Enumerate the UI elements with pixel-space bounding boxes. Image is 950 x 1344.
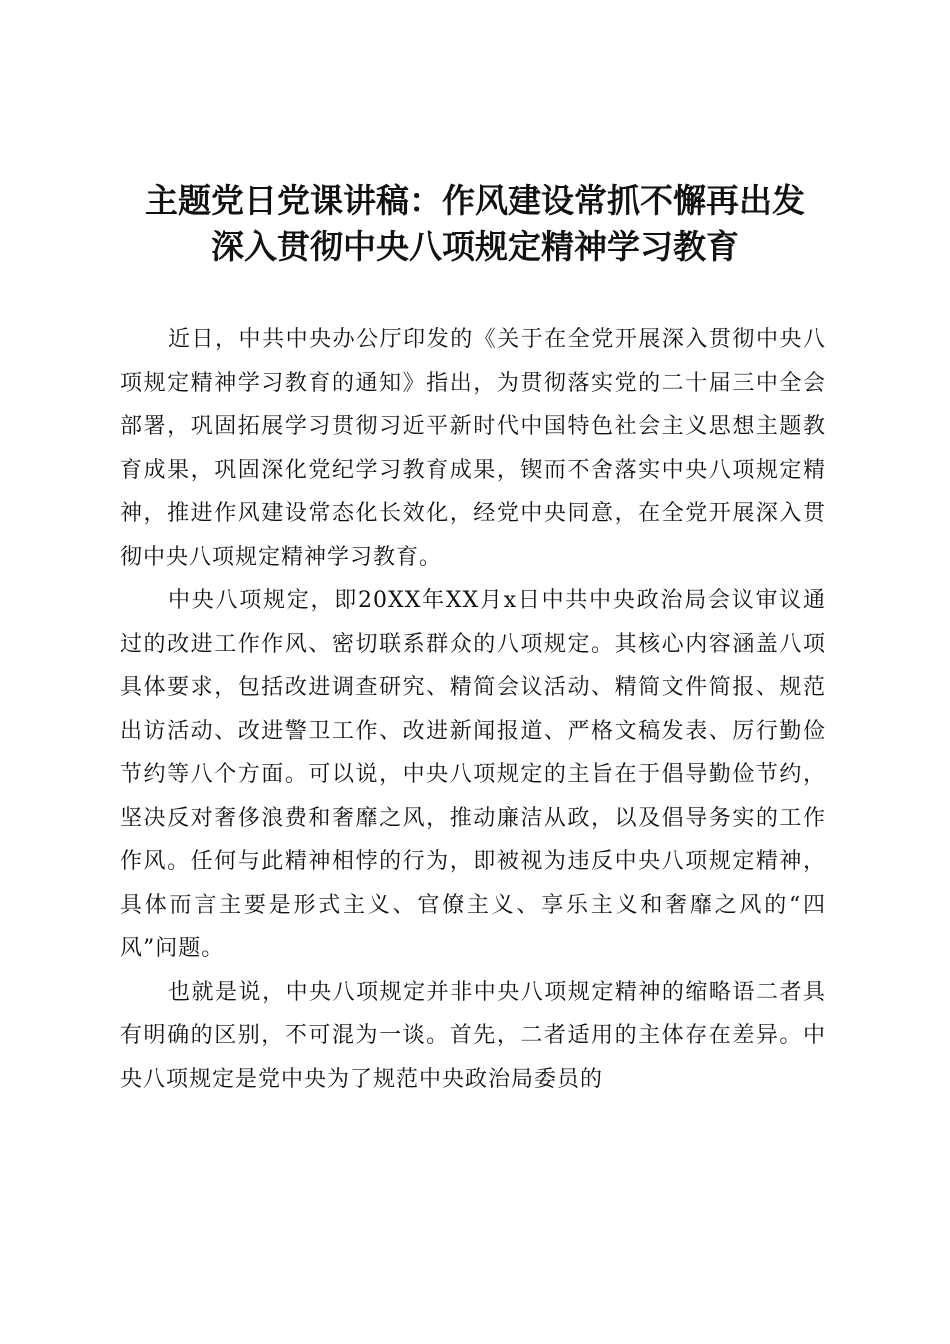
document-title <box>110 178 840 270</box>
paragraph-3: 也就是说，中央八项规定并非中央八项规定精神的缩略语二者具有明确的区别，不可混为一谈。首先，二者适用的主体存在差异。中央八项规定是党中央为了规范中央政治局委员的 <box>120 979 826 1092</box>
title-line-1: 主题党日党课讲稿：作风建设常抓不懈再出发 <box>145 181 805 220</box>
title-line-2: 深入贯彻中央八项规定精神学习教育 <box>211 227 739 266</box>
paragraph-1: 近日，中共中央办公厅印发的《关于在全党开展深入贯彻中央八项规定精神学习教育的通知》指出，为贯彻落实党的二十届三中全会部署，巩固拓展学习贯彻习近平新时代中国特色社会主义思想主题教育成果，巩固深化党纪学习教育成果，锲而不舍落实中央八项规定精神，推进作风建设常态化长效化，经党中央同意，在全党开展深入贯彻中央八项规定精神学习教育。 <box>120 327 826 570</box>
paragraph-2: 中央八项规定，即20XX年XX月x日中共中央政治局会议审议通过的改进工作作风、密切联系群众的八项规定。其核心内容涵盖八项具体要求，包括改进调查研究、精简会议活动、精简文件简报、规范出访活动、改进警卫工作、改进新闻报道、严格文稿发表、厉行勤俭节约等八个方面。可以说，中央八项规定的主旨在于倡导勤俭节约，坚决反对奢侈浪费和奢靡之风，推动廉洁从政，以及倡导务实的工作作风。任何与此精神相悖的行为，即被视为违反中央八项规定精神，具体而言主要是形式主义、官僚主义、享乐主义和奢靡之风的“四风”问题。 <box>120 588 826 961</box>
document-body <box>120 318 826 1101</box>
